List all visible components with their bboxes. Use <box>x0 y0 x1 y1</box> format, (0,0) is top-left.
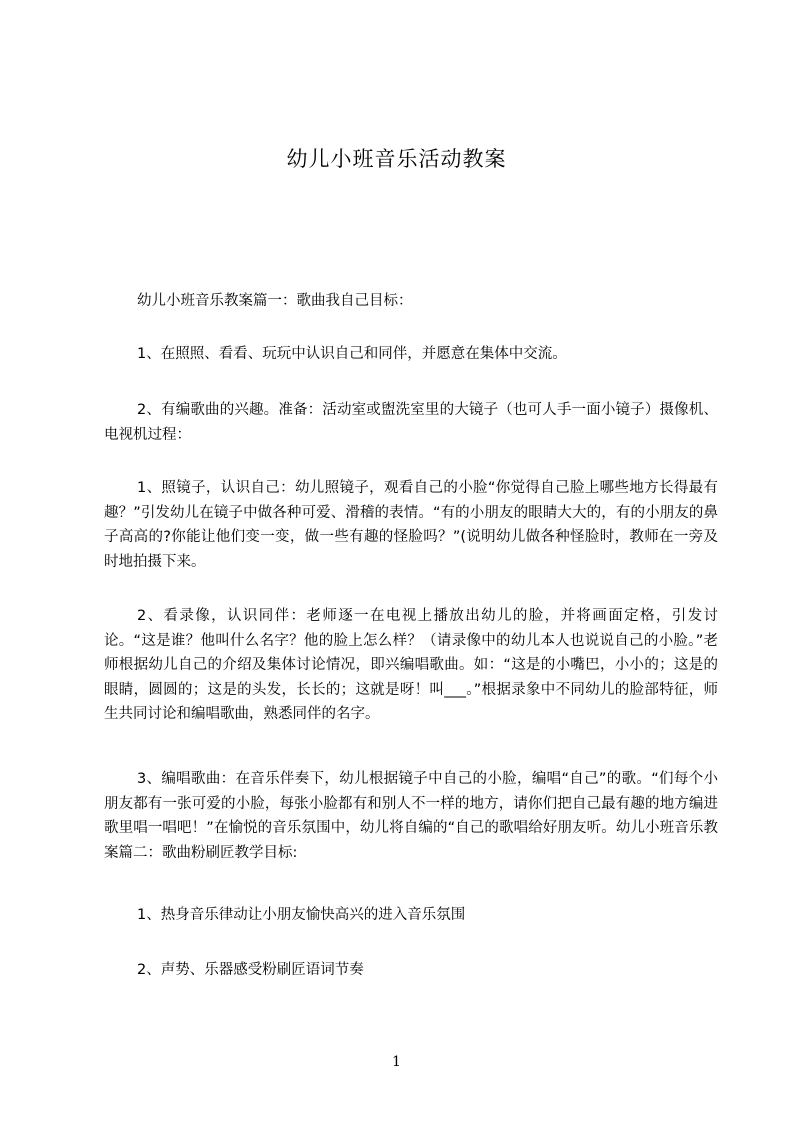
paragraph: 2、声势、乐器感受粉刷匠语词节奏 <box>137 962 364 978</box>
page-number: 1 <box>392 1054 401 1070</box>
paragraph: 2、看录像，认识同伴：老师逐一在电视上播放出幼儿的脸，并将画面定格，引发讨论。“这是谁？他叫什么名字？他的脸上怎么样？（请录像中的幼儿本人也说说自己的小脸。”老师根据幼儿自己的介绍及集体讨论情况，即兴编唱歌曲。如：“这是的小嘴巴，小小的；这是的眼睛，圆圆的；这是的头发，长长的；这就是呀！叫___。”根据录象中不同幼儿的脸部特征，师生共同讨论和编唱歌曲，熟悉同伴的名字。 <box>104 608 718 722</box>
document-title: 幼儿小班音乐活动教案 <box>286 147 507 171</box>
paragraph: 1、在照照、看看、玩玩中认识自己和同伴，并愿意在集体中交流。 <box>137 346 567 362</box>
paragraph: 1、热身音乐律动让小朋友愉快高兴的进入音乐氛围 <box>137 907 466 923</box>
paragraph: 2、有编歌曲的兴趣。准备：活动室或盥洗室里的大镜子（也可人手一面小镜子）摄像机、电视机过程： <box>104 402 718 443</box>
paragraph: 幼儿小班音乐教案篇一：歌曲我自己目标： <box>137 293 413 309</box>
paragraph: 3、编唱歌曲：在音乐伴奏下，幼儿根据镜子中自己的小脸，编唱“自己”的歌。“们每个小朋友都有一张可爱的小脸，每张小脸都有和别人不一样的地方，请你们把自己最有趣的地方编进歌里唱一唱吧！”在愉悦的音乐氛围中，幼儿将自编的“自己的歌唱给好朋友听。幼儿小班音乐教案篇二：歌曲粉刷匠教学目标: <box>104 771 718 861</box>
paragraph: 1、照镜子，认识自己：幼儿照镜子，观看自己的小脸“你觉得自己脸上哪些地方长得最有趣？”引发幼儿在镜子中做各种可爱、滑稽的表情。“有的小朋友的眼睛大大的，有的小朋友的鼻子高高的?你能让他们变一变，做一些有趣的怪脸吗？”(说明幼儿做各种怪脸时，教师在一旁及时地拍摄下来。 <box>104 480 718 570</box>
